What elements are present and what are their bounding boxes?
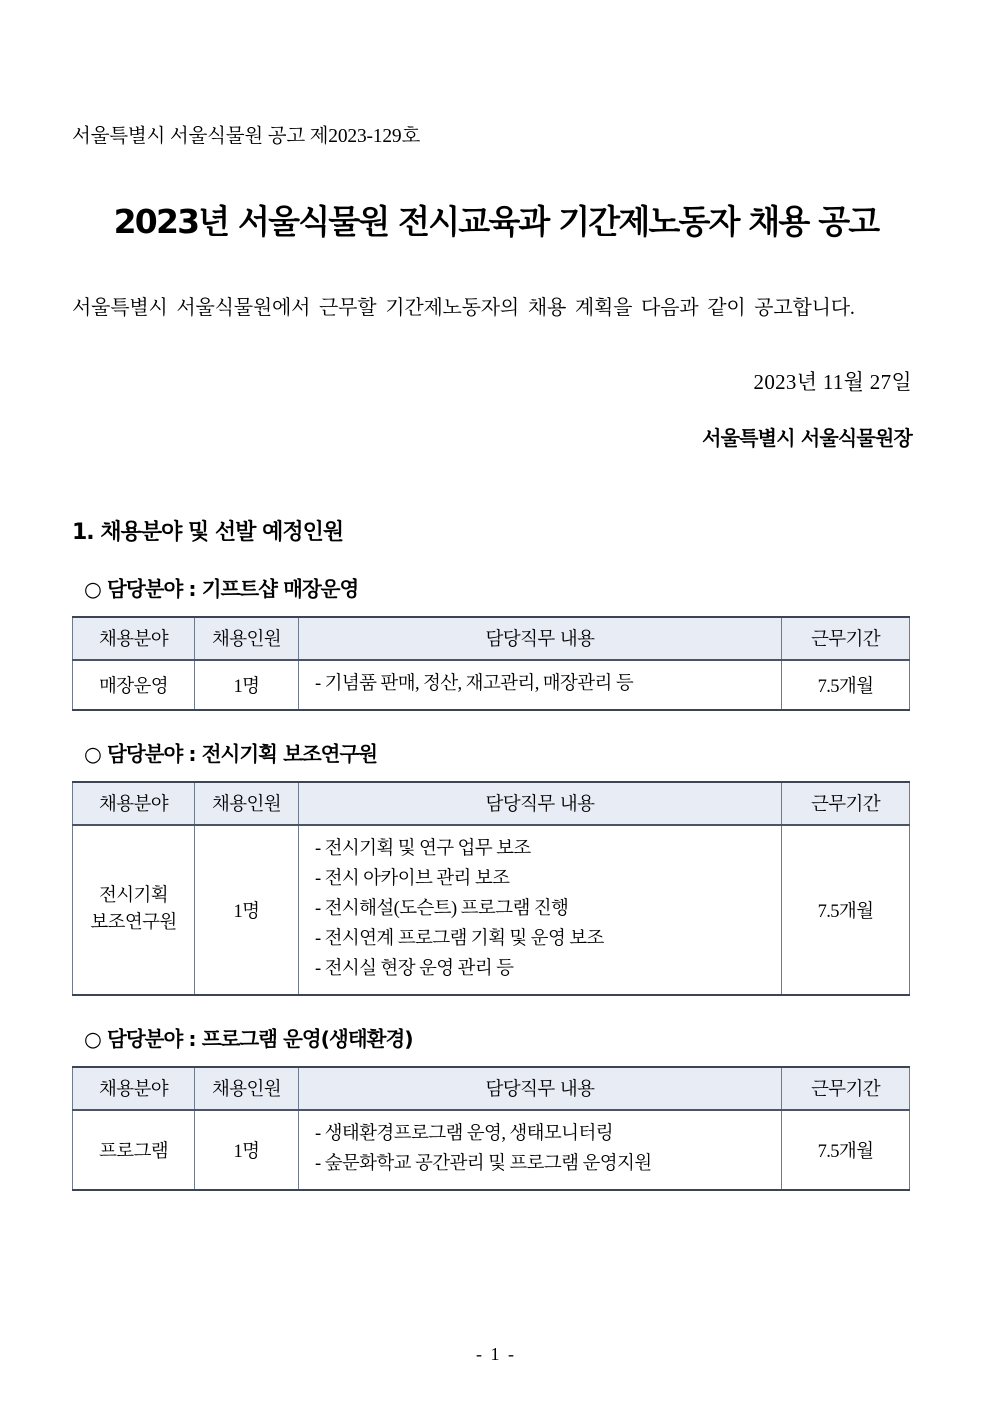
table-header-row bbox=[73, 617, 910, 660]
intro-paragraph: 서울특별시 서울식물원에서 근무할 기간제노동자의 채용 계획을 다음과 같이 공고합니다. bbox=[72, 297, 855, 319]
bullet-circle-icon: ○ bbox=[84, 741, 101, 766]
cell-count: 1명 bbox=[195, 1110, 299, 1190]
cell-duty bbox=[299, 660, 782, 710]
cell-period: 7.5개월 bbox=[782, 825, 910, 995]
column-header-count: 채용인원 bbox=[195, 782, 299, 825]
duty-line: - 전시연계 프로그램 기획 및 운영 보조 bbox=[315, 928, 604, 949]
table-header-row bbox=[73, 1067, 910, 1110]
job-table-3 bbox=[72, 1066, 910, 1191]
column-header-count: 채용인원 bbox=[195, 617, 299, 660]
cell-period: 7.5개월 bbox=[782, 660, 910, 710]
column-header-field: 채용분야 bbox=[73, 617, 195, 660]
cell-duty bbox=[299, 1110, 782, 1190]
subsection-heading-1 bbox=[84, 572, 922, 602]
column-header-period: 근무기간 bbox=[782, 782, 910, 825]
cell-field: 프로그램 bbox=[73, 1110, 195, 1190]
announcement-number: 서울특별시 서울식물원 공고 제2023-129호 bbox=[72, 126, 421, 147]
duty-line: - 전시해설(도슨트) 프로그램 진행 bbox=[315, 898, 569, 919]
table-header-row bbox=[73, 782, 910, 825]
cell-field-line-1: 전시기획 bbox=[98, 886, 169, 907]
bullet-circle-icon: ○ bbox=[84, 1026, 101, 1051]
cell-field-line-2: 보조연구원 bbox=[90, 912, 177, 933]
subsection-heading-2 bbox=[84, 737, 922, 767]
subsection-label-1: 담당분야 : 기프트샵 매장운영 bbox=[107, 577, 359, 601]
cell-field: 매장운영 bbox=[73, 660, 195, 710]
job-table-2 bbox=[72, 781, 910, 996]
column-header-field: 채용분야 bbox=[73, 782, 195, 825]
cell-period: 7.5개월 bbox=[782, 1110, 910, 1190]
duty-line: - 전시 아카이브 관리 보조 bbox=[315, 868, 510, 889]
duty-line: - 전시실 현장 운영 관리 등 bbox=[315, 958, 514, 979]
column-header-duty: 담당직무 내용 bbox=[299, 782, 782, 825]
duty-line: - 전시기획 및 연구 업무 보조 bbox=[315, 838, 531, 859]
announcement-date: 2023년 11월 27일 bbox=[753, 370, 912, 394]
column-header-field: 채용분야 bbox=[73, 1067, 195, 1110]
column-header-period: 근무기간 bbox=[782, 1067, 910, 1110]
duty-line: - 생태환경프로그램 운영, 생태모니터링 bbox=[315, 1123, 613, 1144]
duty-line: - 숲문화학교 공간관리 및 프로그램 운영지원 bbox=[315, 1153, 652, 1174]
cell-field bbox=[73, 825, 195, 995]
cell-count: 1명 bbox=[195, 825, 299, 995]
job-table-1 bbox=[72, 616, 910, 711]
duty-line: - 기념품 판매, 정산, 재고관리, 매장관리 등 bbox=[315, 674, 634, 694]
table-row bbox=[73, 825, 910, 995]
column-header-duty: 담당직무 내용 bbox=[299, 1067, 782, 1110]
table-row bbox=[73, 1110, 910, 1190]
page-number: - 1 - bbox=[476, 1344, 516, 1364]
signer-name: 서울특별시 서울식물원장 bbox=[702, 426, 912, 450]
column-header-count: 채용인원 bbox=[195, 1067, 299, 1110]
section-1-heading: 1. 채용분야 및 선발 예정인원 bbox=[72, 520, 344, 545]
column-header-duty: 담당직무 내용 bbox=[299, 617, 782, 660]
subsection-heading-3 bbox=[84, 1022, 922, 1052]
page-title: 2023년 서울식물원 전시교육과 기간제노동자 채용 공고 bbox=[113, 202, 879, 241]
cell-duty bbox=[299, 825, 782, 995]
table-row bbox=[73, 660, 910, 710]
column-header-period: 근무기간 bbox=[782, 617, 910, 660]
subsection-label-2: 담당분야 : 전시기획 보조연구원 bbox=[107, 741, 378, 766]
cell-count: 1명 bbox=[195, 660, 299, 710]
subsection-label-3: 담당분야 : 프로그램 운영(생태환경) bbox=[107, 1026, 413, 1051]
bullet-circle-icon: ○ bbox=[84, 577, 101, 601]
